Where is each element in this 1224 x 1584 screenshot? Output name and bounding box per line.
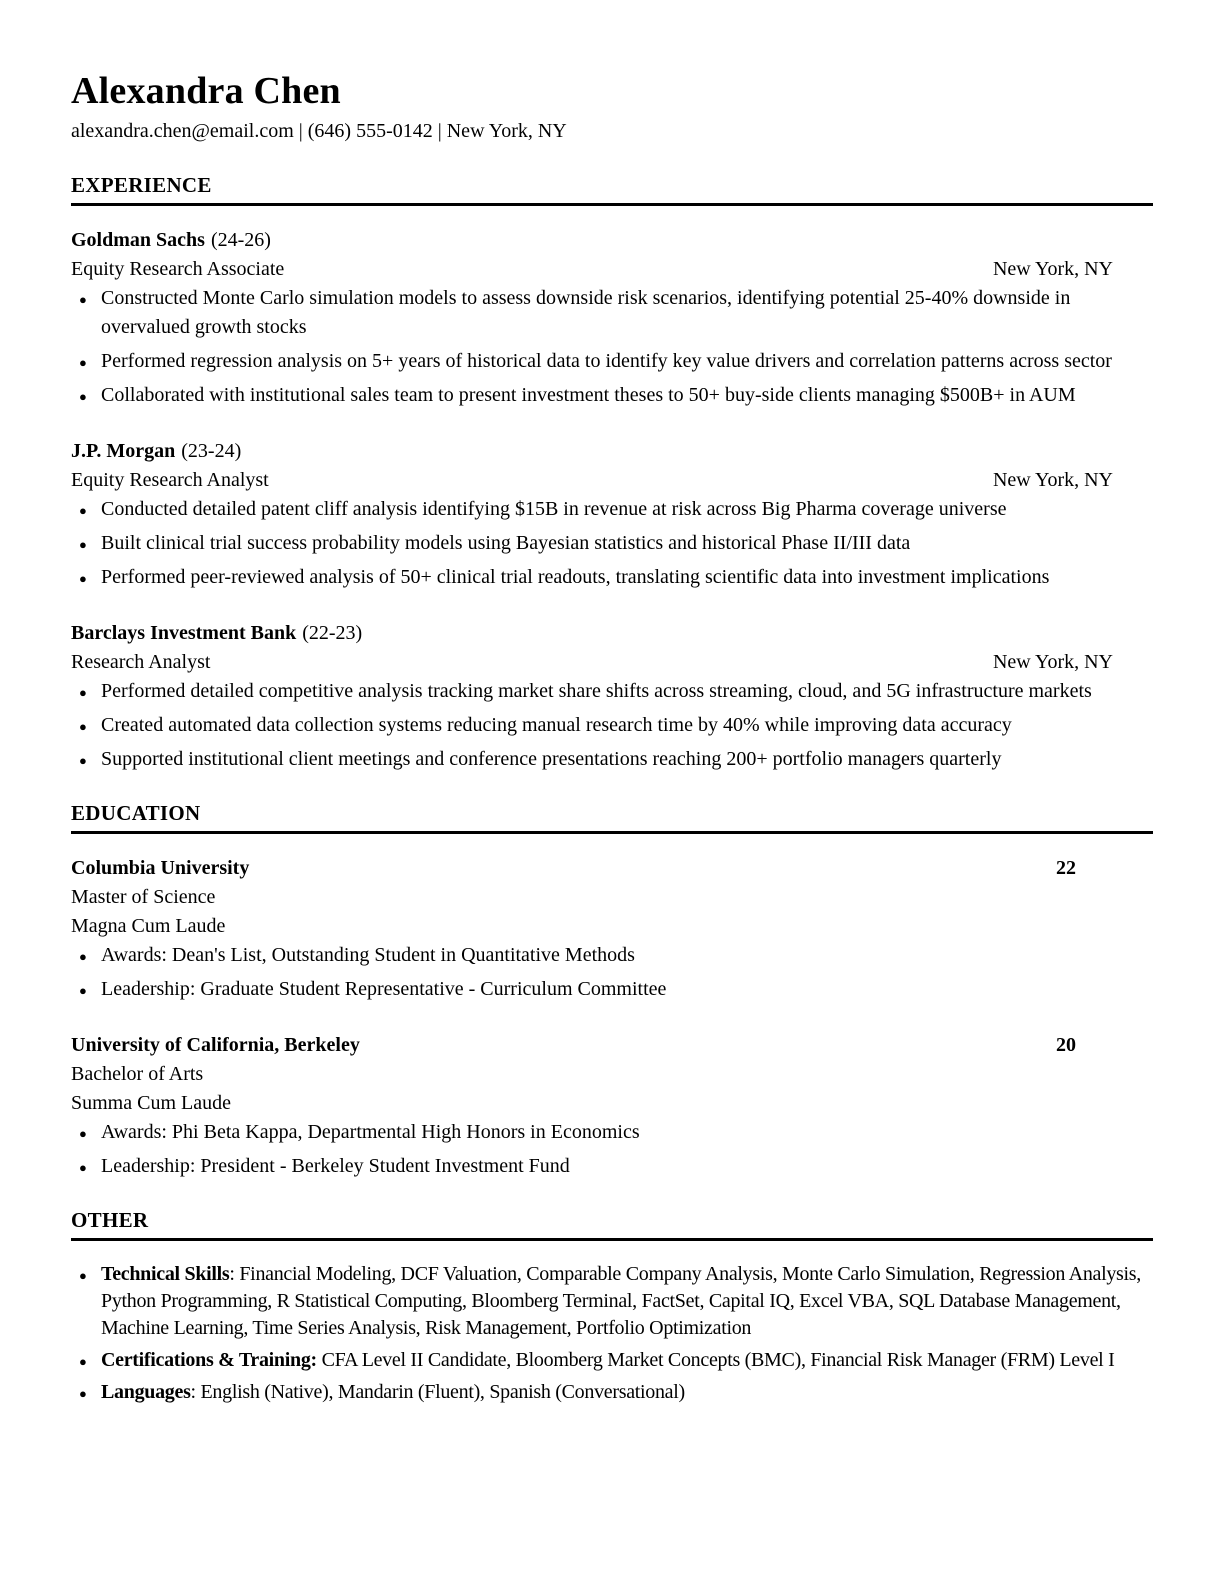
job-bullet: ● Performed peer-reviewed analysis of 50+ clinical trial readouts, translating scientific data into investment implications (71, 563, 1153, 592)
job-header-line (71, 226, 1153, 255)
graduation-year: 20 (1056, 1033, 1076, 1056)
job-bullet: ● Supported institutional client meetings and conference presentations reaching 200+ portfolio managers quarterly (71, 745, 1153, 774)
company-name: J.P. Morgan (71, 439, 176, 462)
job-entry (71, 226, 1153, 410)
job-bullet: ● Performed regression analysis on 5+ years of historical data to identify key value drivers and correlation patterns across sector (71, 347, 1153, 376)
section-other (71, 1208, 1153, 1406)
job-location: New York, NY (992, 257, 1113, 280)
job-role-line (71, 648, 1153, 677)
contact-info: alexandra.chen@email.com | (646) 555-0142 | New York, NY (71, 119, 567, 142)
school-bullet: ● Awards: Dean's List, Outstanding Student in Quantitative Methods (71, 941, 1153, 970)
school-bullet: ● Leadership: Graduate Student Representative - Curriculum Committee (71, 975, 1153, 1004)
job-bullet: ● Created automated data collection systems reducing manual research time by 40% while improving data accuracy (71, 711, 1153, 740)
company-name: Goldman Sachs (71, 228, 205, 251)
job-header-line (71, 437, 1153, 466)
other-bullet-label: Languages (101, 1380, 191, 1403)
job-bullet: ● Collaborated with institutional sales team to present investment theses to 50+ buy-side clients managing $500B+ in AUM (71, 381, 1153, 410)
other-bullet-label: Technical Skills (101, 1262, 230, 1285)
section-education (71, 801, 1153, 1181)
job-bullet-list (71, 495, 1153, 592)
job-bullet: ● Constructed Monte Carlo simulation models to assess downside risk scenarios, identifying potential 25-40% downside in overvalued growth stocks (71, 284, 1153, 342)
school-bullet-list (71, 941, 1153, 1004)
job-dates: (23-24) (181, 439, 242, 462)
job-bullet-list (71, 677, 1153, 774)
other-bullet-technical-skills (71, 1261, 1153, 1342)
school-bullet-list (71, 1118, 1153, 1181)
job-entry (71, 437, 1153, 592)
school-bullet: ● Leadership: President - Berkeley Student Investment Fund (71, 1152, 1153, 1181)
other-bullet-languages (71, 1379, 1153, 1406)
school-name: University of California, Berkeley (71, 1033, 360, 1056)
job-bullet: ● Built clinical trial success probability models using Bayesian statistics and historical Phase II/III data (71, 529, 1153, 558)
job-dates: (22-23) (302, 621, 363, 644)
degree: Master of Science (71, 885, 216, 908)
job-bullet: ● Conducted detailed patent cliff analysis identifying $15B in revenue at risk across Big Pharma coverage universe (71, 495, 1153, 524)
resume-header (71, 72, 1153, 146)
other-bullet-label: Certifications & Training: (101, 1348, 317, 1371)
honors: Summa Cum Laude (71, 1091, 231, 1114)
job-location: New York, NY (992, 468, 1113, 491)
school-entry (71, 854, 1153, 1004)
job-role-line (71, 466, 1153, 495)
other-bullet-text: : English (Native), Mandarin (Fluent), Spanish (Conversational) (190, 1380, 685, 1403)
section-heading-other: OTHER (71, 1208, 1153, 1241)
section-heading-experience: EXPERIENCE (71, 173, 1153, 206)
candidate-name: Alexandra Chen (71, 70, 341, 112)
job-dates: (24-26) (210, 228, 271, 251)
other-bullet-text: : Financial Modeling, DCF Valuation, Comparable Company Analysis, Monte Carlo Simulation, Regression Analysis, Python Programming, R Statistical Computing, Bloomberg Terminal, FactSet, Capital IQ, Excel VBA, SQL Database Management, Machine Learning, Time Series Analysis, Risk Management, Portfolio Optimization (101, 1262, 1141, 1339)
job-bullet-list (71, 284, 1153, 410)
job-title: Research Analyst (71, 650, 211, 673)
other-bullet-text: CFA Level II Candidate, Bloomberg Market Concepts (BMC), Financial Risk Manager (FRM) Level I (316, 1348, 1115, 1371)
graduation-year: 22 (1056, 856, 1076, 879)
section-heading-education: EDUCATION (71, 801, 1153, 834)
other-bullet-list (71, 1261, 1153, 1406)
other-bullet-certifications (71, 1347, 1153, 1374)
school-name: Columbia University (71, 856, 250, 879)
job-header-line (71, 619, 1153, 648)
company-name: Barclays Investment Bank (71, 621, 297, 644)
section-experience (71, 173, 1153, 774)
school-header-line (71, 854, 1153, 883)
school-entry (71, 1031, 1153, 1181)
job-bullet: ● Performed detailed competitive analysis tracking market share shifts across streaming, cloud, and 5G infrastructure markets (71, 677, 1153, 706)
job-entry (71, 619, 1153, 774)
honors: Magna Cum Laude (71, 914, 226, 937)
job-title: Equity Research Analyst (71, 468, 269, 491)
school-bullet: ● Awards: Phi Beta Kappa, Departmental High Honors in Economics (71, 1118, 1153, 1147)
degree: Bachelor of Arts (71, 1062, 204, 1085)
job-title: Equity Research Associate (71, 257, 285, 280)
job-location: New York, NY (992, 650, 1113, 673)
job-role-line (71, 255, 1153, 284)
school-header-line (71, 1031, 1153, 1060)
